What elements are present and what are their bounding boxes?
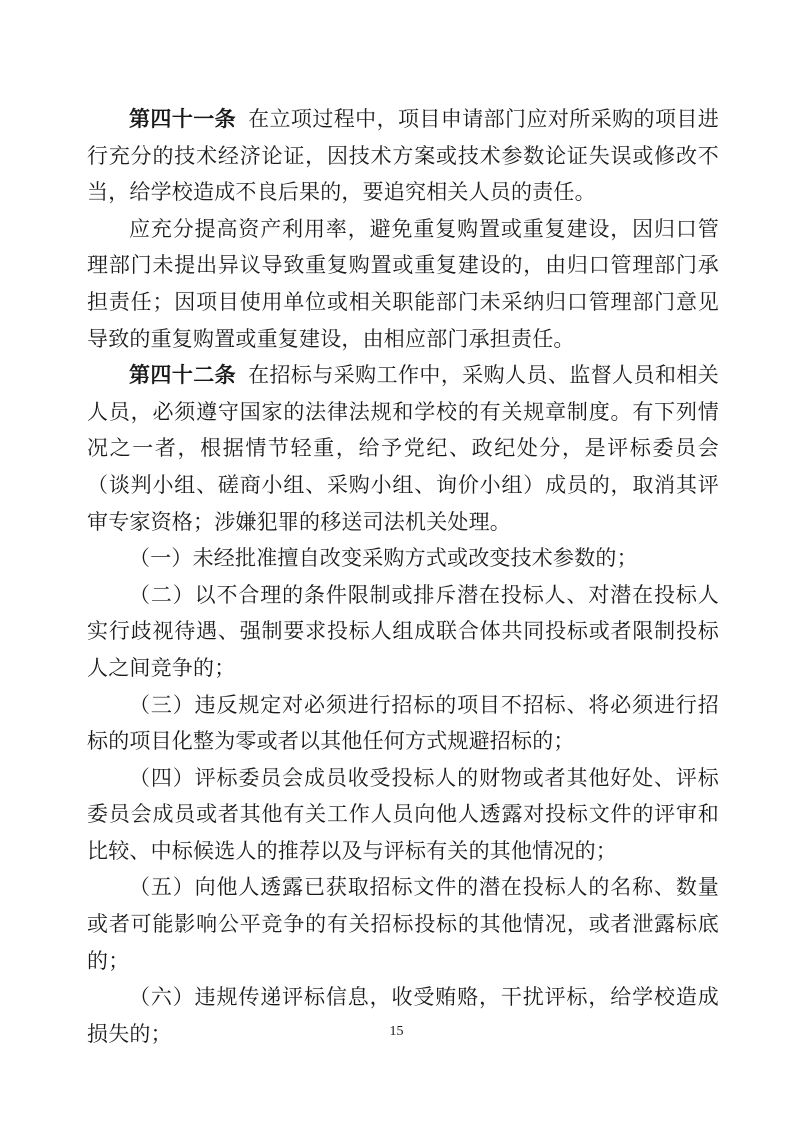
article-41-heading: 第四十一条 <box>129 106 237 131</box>
list-item-4: （四）评标委员会成员收受投标人的财物或者其他好处、评标委员会成员或者其他有关工作人员向他人透露对投标文件的评审和比较、中标候选人的推荐以及与评标有关的其他情况的； <box>87 765 719 863</box>
article-41-text: 在立项过程中，项目申请部门应对所采购的项目进行充分的技术经济论证，因技术方案或技术参数论证失误或修改不当，给学校造成不良后果的，要追究相关人员的责任。 <box>87 107 719 205</box>
article-41-paragraph <box>87 101 719 211</box>
list-item-6: （六）违规传递评标信息，收受贿赂，干扰评标，给学校造成损失的； <box>87 985 719 1046</box>
document-body <box>87 101 719 1052</box>
list-item-1: （一）未经批准擅自改变采购方式或改变技术参数的； <box>129 546 638 571</box>
list-item-2: （二）以不合理的条件限制或排斥潜在投标人、对潜在投标人实行歧视待遇、强制要求投标人组成联合体共同投标或者限制投标人之间竞争的； <box>87 582 719 680</box>
list-item-3: （三）违反规定对必须进行招标的项目不招标、将必须进行招标的项目化整为零或者以其他任何方式规避招标的； <box>87 692 719 754</box>
article-42-heading: 第四十二条 <box>129 362 237 388</box>
article-42-text: 在招标与采购工作中，采购人员、监督人员和相关人员，必须遵守国家的法律法规和学校的有关规章制度。有下列情况之一者，根据情节轻重，给予党纪、政纪处分，是评标委员会（谈判小组、磋商小组、采购小组、询价小组）成员的，取消其评审专家资格；涉嫌犯罪的移送司法机关处理。 <box>87 363 719 534</box>
article-42-paragraph <box>87 357 719 540</box>
list-item-5: （五）向他人透露已获取招标文件的潜在投标人的名称、数量或者可能影响公平竞争的有关招标投标的其他情况，或者泄露标底的； <box>87 875 719 973</box>
page-number: 15 <box>389 1024 404 1039</box>
article-41-paragraph-2: 应充分提高资产利用率，避免重复购置或重复建设，因归口管理部门未提出异议导致重复购置或重复建设的，由归口管理部门承担责任；因项目使用单位或相关职能部门未采纳归口管理部门意见导致的重复购置或重复建设，由相应部门承担责任。 <box>87 216 719 351</box>
